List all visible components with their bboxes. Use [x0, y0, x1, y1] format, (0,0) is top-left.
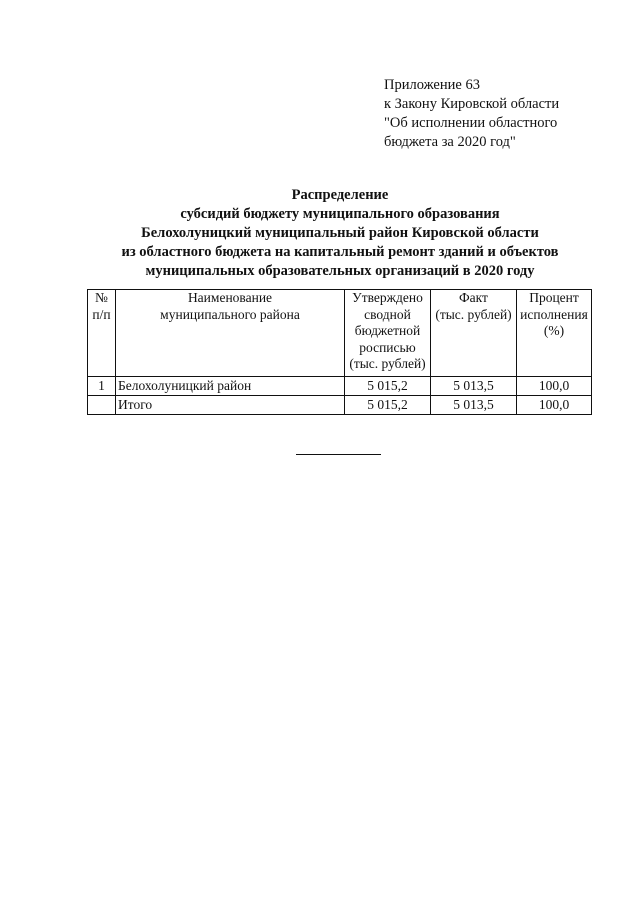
title-line: субсидий бюджету муниципального образования [180, 206, 500, 222]
subsidy-table [87, 289, 592, 415]
cell-number: 1 [88, 377, 116, 396]
appendix-block [384, 76, 559, 152]
end-divider [296, 454, 381, 455]
appendix-line: Приложение 63 [384, 77, 480, 93]
cell-approved: 5 015,2 [345, 377, 431, 396]
title-line: из областного бюджета на капитальный ремонт зданий и объектов [121, 244, 559, 260]
header-percent: Процент исполнения (%) [517, 290, 592, 377]
title-line: Распределение [291, 187, 389, 203]
header-number: № п/п [88, 290, 116, 377]
title-line: муниципальных образовательных организаций в 2020 году [145, 263, 535, 279]
cell-percent: 100,0 [517, 396, 592, 415]
cell-actual: 5 013,5 [431, 377, 517, 396]
table-row [88, 377, 592, 396]
document-title [60, 186, 620, 281]
cell-name: Итого [116, 396, 345, 415]
header-actual: Факт (тыс. рублей) [431, 290, 517, 377]
appendix-line: к Закону Кировской области [384, 96, 560, 112]
cell-name: Белохолуницкий район [116, 377, 345, 396]
title-line: Белохолуницкий муниципальный район Кировской области [141, 225, 539, 241]
cell-actual: 5 013,5 [431, 396, 517, 415]
appendix-line: бюджета за 2020 год" [384, 134, 516, 150]
table-row-total [88, 396, 592, 415]
table-header-row [88, 290, 592, 377]
cell-percent: 100,0 [517, 377, 592, 396]
cell-approved: 5 015,2 [345, 396, 431, 415]
header-approved: Утверждено сводной бюджетной росписью (тыс. рублей) [345, 290, 431, 377]
appendix-line: "Об исполнении областного [384, 115, 558, 131]
cell-number [88, 396, 116, 415]
header-name: Наименование муниципального района [116, 290, 345, 377]
